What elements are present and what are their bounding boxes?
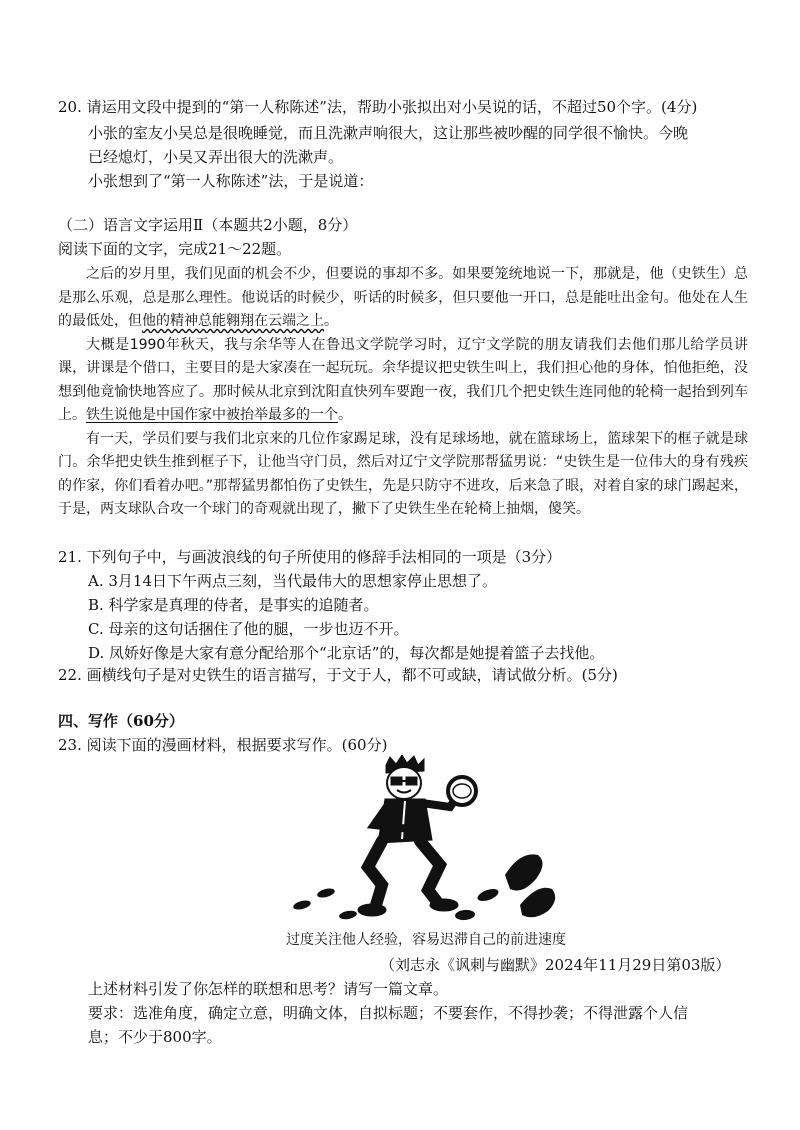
q23-requirements: 要求：选准角度，确定立意，明确文体，自拟标题；不要套作，不得抄袭；不得泄露个人信 [88,1004,689,1022]
section-2-instruction: 阅读下面的文字，完成21～22题。 [58,240,292,258]
q20-context-cont: 已经熄灯，小吴又弄出很大的洗漱声。 [88,148,344,166]
q23-prompt: 23. 阅读下面的漫画材料，根据要求写作。(60分) [58,736,388,754]
passage-paragraph: 有一天，学员们要与我们北京来的几位作家踢足球，没有足球场地，就在篮球场上，篮球架下的框子就是球门。余华把史铁生推到框子下，让他当守门员，然后对辽宁文学院那帮猛男说：“史铁生是一位伟大的身有残疾的作家，你们看着办吧。”那帮猛男都怕伤了史铁生，先是只防守不进攻，后来急了眼，对着自家的球门踢起来，于是，两支球队合攻一个球门的奇观就出现了，撇下了史铁生坐在轮椅上抽烟，傻笑。 [58,430,748,517]
man-figure [358,755,476,916]
q20-prompt: 20. 请运用文段中提到的“第一人称陈述”法，帮助小张拟出对小吴说的话，不超过50个字。(4分) [58,98,698,116]
passage-paragraph [58,334,748,428]
q20-context: 小张的室友小吴总是很晚睡觉，而且洗漱声响很大，这让那些被吵醒的同学很不愉快。今晚 [88,124,689,142]
q23-requirements-cont: 息；不少于800字。 [88,1028,222,1046]
passage-text: 。 [338,407,352,423]
cartoon-illustration [290,755,590,925]
q21-option-a: A. 3月14日下午两点三刻，当代最伟大的思想家停止思想了。 [88,572,498,590]
section-2-heading: （二）语言文字运用Ⅱ（本题共2小题，8分） [58,216,358,234]
wavy-underlined-sentence: 他的精神总能翱翔在云端之上 [142,313,324,329]
reading-passage [58,263,748,522]
cartoon-caption: 过度关注他人经验，容易迟滞自己的前进速度 [286,932,566,948]
passage-text: 大概是1990年秋天，我与余华等人在鲁迅文学院学习时，辽宁文学院的朋友请我们去他们那儿给学员讲课，讲课是个借口，主要目的是大家凑在一起玩玩。余华提议把史铁生叫上，我们担心他的身体，怕他拒绝，没想到他竟愉快地答应了。那时候从北京到沈阳直快列车要跑一夜，我们几个把史铁生连同他的轮椅一起抬到列车上。 [58,336,748,423]
underlined-sentence: 铁生说他是中国作家中被抬举最多的一个 [86,407,338,423]
q21-option-d: D. 凤娇好像是大家有意分配给那个“北京话”的，每次都是她提着篮子去找他。 [88,644,605,662]
q20-context-prompt: 小张想到了“第一人称陈述”法，于是说道： [88,172,374,190]
q21-prompt: 21. 下列句子中，与画波浪线的句子所使用的修辞手法相同的一项是（3分） [58,548,562,566]
section-4-heading: 四、写作（60分） [58,712,184,730]
q21-option-c: C. 母亲的这句话捆住了他的腿，一步也迈不开。 [88,620,409,638]
passage-paragraph [58,263,748,334]
q22-prompt: 22. 画横线句子是对史铁生的语言描写，于文于人，都不可或缺，请试做分析。(5分) [58,666,618,684]
cartoon-source: （刘志永《讽刺与幽默》2024年11月29日第03版） [380,956,731,974]
q23-task: 上述材料引发了你怎样的联想和思考？请写一篇文章。 [88,980,449,998]
passage-text: 之后的岁月里，我们见面的机会不少，但要说的事却不多。如果要笼统地说一下，那就是，他（史铁生）总是那么乐观，总是那么理性。他说话的时候少，听话的时候多，但只要他一开口，总是能吐出金句。他处在人生的最低处，但 [58,266,748,329]
passage-text: 。 [324,313,338,329]
q21-option-b: B. 科学家是真理的侍者，是事实的追随者。 [88,596,379,614]
